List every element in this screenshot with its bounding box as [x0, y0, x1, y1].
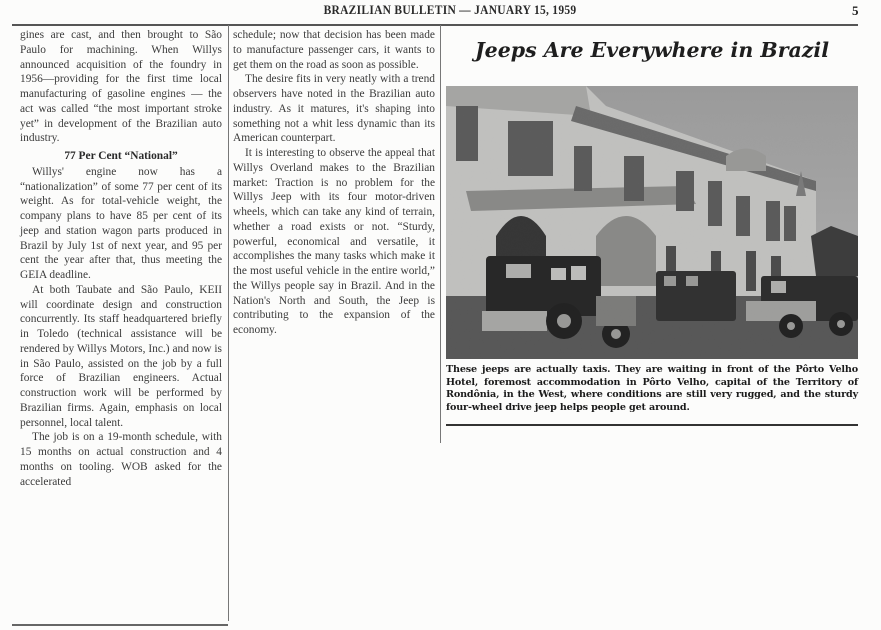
- column-end-rule: [12, 624, 228, 626]
- paragraph: The job is on a 19-month schedule, with 15 months on actual construction and 4 months on tooling. WOB asked for the accelerated: [20, 431, 222, 488]
- running-head: [0, 3, 881, 19]
- publication-title: BRAZILIAN BULLETIN — JANUARY 15, 1959: [323, 3, 577, 17]
- jeeps-hotel-photo: [446, 86, 858, 359]
- column-divider-1: [228, 25, 229, 621]
- page-number: 5: [852, 3, 859, 18]
- article-column-1: [20, 28, 222, 489]
- paragraph: gines are cast, and then brought to São Paulo for machining. When Willys announced acquisition of the foundry in 1956—providing for the first time local manufacturing of gasoline engines — the act was called “the most important stroke yet” in development of the Brazilian auto industry.: [20, 29, 222, 145]
- header-rule: [12, 24, 858, 26]
- caption-rule: [446, 424, 858, 426]
- photo-caption: These jeeps are actually taxis. They are waiting in front of the Pôrto Velho Hotel, foremost accommodation in Pôrto Velho, capital of the Territory of Rondônia, in the West, where conditions are still very rugged, and the sturdy four-wheel drive jeep helps people get around.: [446, 364, 858, 413]
- column-divider-2: [440, 25, 441, 443]
- paragraph: It is interesting to observe the appeal that Willys Overland makes to the Brazilian market: Traction is no problem for the Willys Jeep with its four motor-driven wheels, which can take any kind of terrain, whether a road exists or not. “Sturdy, powerful, economical and versatile, it accomplishes the many tasks which make it the most useful vehicle in the entire world,” the Willys people say in Brazil. And in the Nation's North and South, the Jeep is contributing to the expansion of the economy.: [233, 147, 435, 336]
- subheading: 77 Per Cent “National”: [64, 150, 178, 162]
- photo-illustration: [446, 86, 858, 359]
- paragraph: The desire fits in very neatly with a trend observers have noted in the Brazilian auto industry. As it matures, it's shaping into something not a whit less dynamic than its American counterpart.: [233, 73, 435, 145]
- feature-headline: Jeeps Are Everywhere in Brazil: [474, 38, 829, 62]
- paragraph: Willys' engine now has a “nationalization” of some 77 per cent of its weight. As for total-vehicle weight, the company plans to have 85 per cent of its jeep and station wagon parts produced in Brazil by July 1st of next year, and 95 per cent the year after that, thus meeting the GEIA deadline.: [20, 165, 222, 281]
- article-column-2: [233, 28, 435, 338]
- paragraph: schedule; now that decision has been made to manufacture passenger cars, it wants to get them on the road as soon as possible.: [233, 29, 435, 71]
- paragraph: At both Taubate and São Paulo, KEII will coordinate design and construction concurrently. Its staff headquartered briefly in Toledo (technical assistance will be rendered by Willys Motors, Inc.) and now is in São Paulo, assisted on the job by a full force of Brazilian engineers. Actual construction work will be performed by Brazilian firms. Again, emphasis on local personnel, local talent.: [20, 283, 222, 429]
